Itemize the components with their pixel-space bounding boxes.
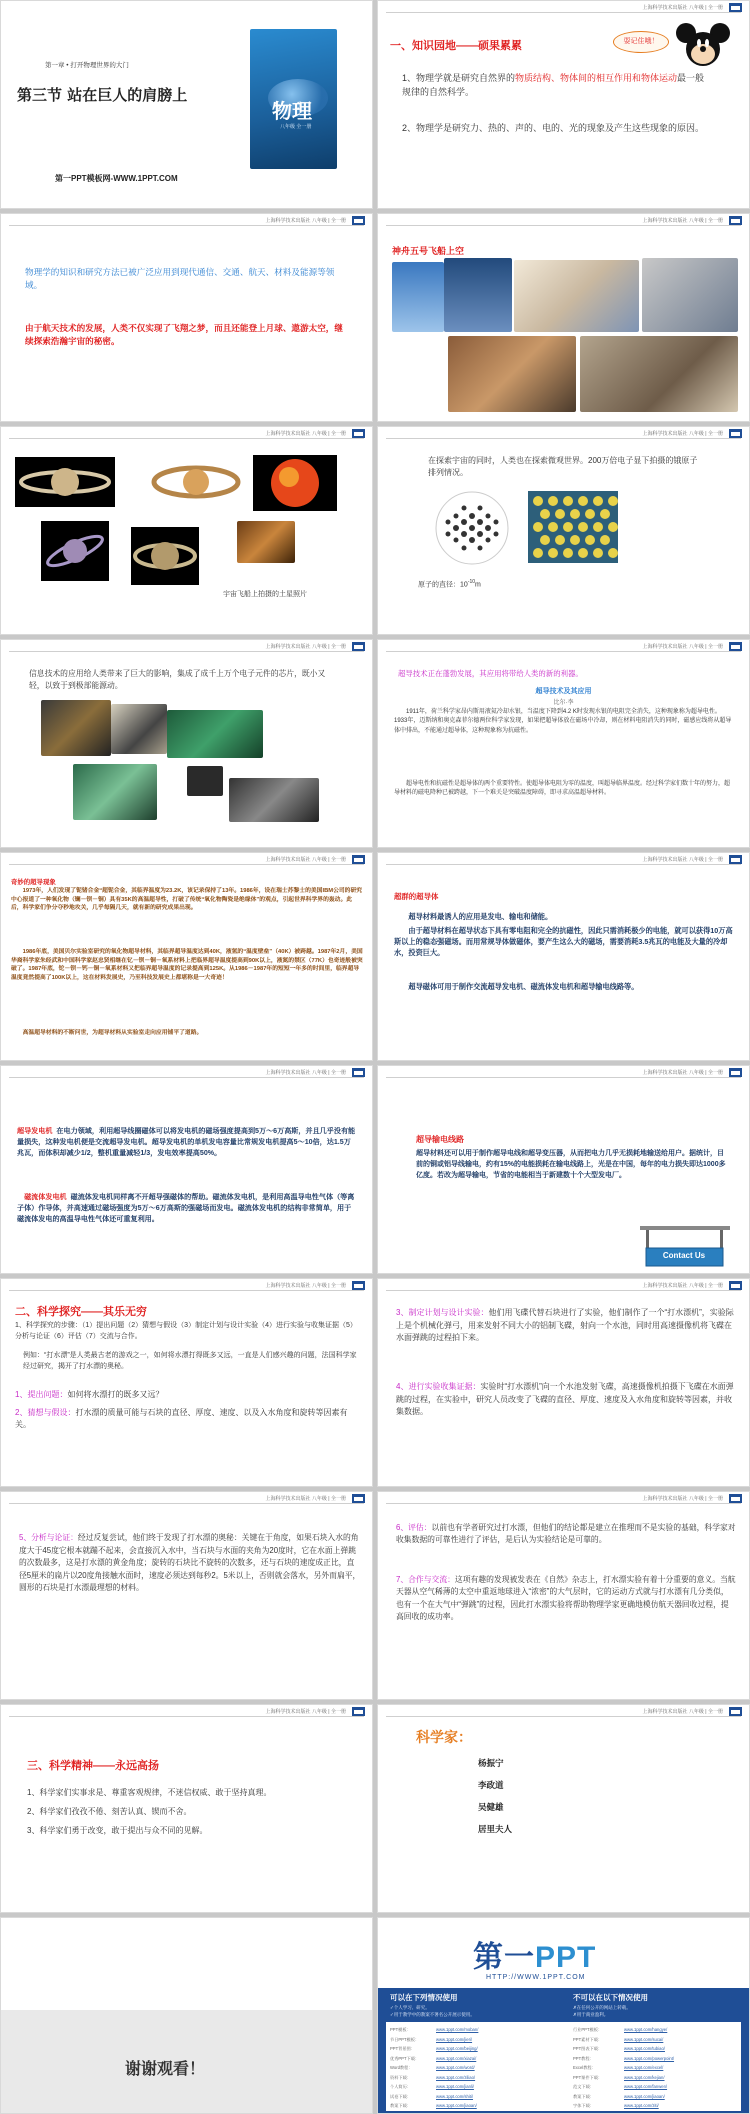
license-forbidden-title: 不可以在以下情况使用: [573, 1993, 648, 2002]
cabin-interior-photo: [448, 336, 576, 412]
photo-caption: 神舟五号飞船上空: [392, 246, 465, 256]
header-text: 上海科学技术出版社 八年级 | 全一册: [642, 857, 723, 863]
right-links[interactable]: www.1ppt.com/hangye/ www.1ppt.com/sucai/ www.1ppt.com/tubiao/ www.1ppt.com/powerpoint/ www.1ppt.com/excel/ www.1ppt.com/kejian/ www.1ppt.com/fanwen/ www.1ppt.com/jiaoan/ www.1ppt.com/ziti/: [624, 2027, 675, 2108]
circuit-board-photo-3: [73, 764, 157, 820]
header-text: 上海科学技术出版社 八年级 | 全一册: [265, 218, 346, 224]
section-heading: 二、科学探究——其乐无穷: [15, 1306, 147, 1318]
license-allowed-title: 可以在下列情况使用: [390, 1993, 458, 2002]
slide-spirit: [0, 1704, 373, 1913]
thanks-text: 谢谢观看！: [125, 2061, 206, 2078]
watermark-text: 第一PPT模板网-WWW.1PPT.COM: [55, 174, 178, 183]
scientists-heading: 科学家：: [416, 1729, 472, 1745]
plan-step: 3、制定计划与设计实验：他们用飞碟代替石块进行了实验，他们制作了一个“打水漂机”，实验际上是个机械化弹弓，用来发射不同大小的铝制飞碟，射向一个水池，同时用高速摄像机将飞碟在水面弹跳的过程拍下来。: [396, 1308, 734, 1342]
left-link-labels: PPT模板： 节日PPT模板： PPT背景图： 优秀PPT下载： Word教程： 资料下载： 个人简历： 试卷下载： 教案下载：: [390, 2027, 420, 2108]
history-paragraph-3: 高温超导材料的不断问世，为超导材料从实验室走向应用铺平了道路。: [22, 1030, 203, 1036]
superconductor-intro: 超导技术正在蓬勃发展，其应用将带给人类的新的利器。: [398, 669, 583, 678]
space-station-photo: [580, 336, 738, 412]
header-text: 上海科学技术出版社 八年级 | 全一册: [265, 1709, 346, 1715]
slide-license: [377, 1917, 750, 2114]
header-text: 上海科学技术出版社 八年级 | 全一册: [642, 431, 723, 437]
publisher-logo-icon: [352, 1707, 365, 1716]
atom-diagram: [422, 489, 522, 567]
scientist-name-2: 李政道: [478, 1780, 504, 1790]
header-text: 上海科学技术出版社 八年级 | 全一册: [642, 5, 723, 11]
chapter-label: 第一章 • 打开物理世界的大门: [45, 62, 129, 69]
slide-saturn: [0, 426, 373, 635]
scientist-name-4: 居里夫人: [478, 1824, 513, 1834]
atom-diameter-label: 原子的直径：$10^{-10}m$: [418, 579, 481, 589]
publisher-logo-icon: [729, 3, 742, 12]
license-panel: [378, 1988, 749, 2114]
publisher-logo-icon: [352, 216, 365, 225]
slide-atoms: [377, 426, 750, 635]
slide-scientists: [377, 1704, 750, 1913]
chip-photo: [111, 704, 167, 754]
right-link-labels: 行业PPT模板： PPT素材下载： PPT图表下载： PPT教程： Excel教程： PPT课件下载： 范文下载： 教案下载： 字体下载：: [573, 2027, 603, 2108]
left-links[interactable]: www.1ppt.com/moban/ www.1ppt.com/jieri/ www.1ppt.com/beijing/ www.1ppt.com/xiazai/ www.1ppt.com/word/ www.1ppt.com/ziliao/ www.1ppt.com/jianli/ www.1ppt.com/shiti/ www.1ppt.com/jiaoan/: [436, 2027, 479, 2108]
slide-transmission: [377, 1065, 750, 1274]
article-paragraph-2: 超导电性和抗磁性是超导体的两个重要特性。使超导体电阻为零的温度，叫超导临界温度。经过科学家们数十年的努力，超导材料的磁电降种已被跨越，下一个难关是突破温度障碍，即寻求高温超导材料。: [394, 781, 731, 797]
evaluation-step: 6、评估：以前也有学者研究过打水漂，但他们的结论都是建立在推理而不是实验的基础，科学家对收集数据的可靠性进行了评估，是后认为实验结论是可靠的。: [396, 1523, 736, 1545]
section-heading: 三、科学精神——永远高扬: [27, 1760, 159, 1772]
slide-superconduct-history: [0, 852, 373, 1061]
circuit-board-photo-2: [167, 710, 263, 758]
slide-experiment: [377, 1278, 750, 1487]
transmission-paragraph: 超导材料还可以用于制作超导电线和超导变压器，从而把电力几乎无损耗地输送给用户。据统计，目前的铜或铝导线输电，约有15%的电能损耗在输电线路上，光是在中国，每年的电力损失即达1000多亿度。若改为超导输电，节省的电能相当于新建数十个大型发电厂。: [416, 1150, 726, 1179]
license-forbidden-list: ✗在任何公开的网站上转载。 ✗用于商业盈利。: [573, 2005, 631, 2017]
publisher-logo-icon: [729, 1281, 742, 1290]
publisher-logo-icon: [352, 1494, 365, 1503]
circuit-board-photo-1: [41, 700, 111, 756]
spirit-item-3: 3、科学家们勇于改变，敢于提出与众不同的见解。: [27, 1826, 208, 1835]
spirit-item-1: 1、科学家们实事求是、尊重客观规律，不迷信权威、敢于坚持真理。: [27, 1788, 272, 1797]
planet-surface-photo: [237, 521, 295, 563]
mickey-mouse-icon: [674, 21, 732, 69]
applications-text: 物理学的知识和研究方法已被广泛应用到现代通信、交通、航天、材料及能源等领域。: [25, 267, 335, 290]
book-title: 物理: [272, 99, 312, 123]
inquiry-steps: 1、科学探究的步骤：（1）提出问题（2）猜想与假设（3）制定计划与设计实验（4）进行实验与收集证据（5）分析与论证（6）评估（7）交流与合作。: [15, 1322, 357, 1340]
slide-inquiry: [0, 1278, 373, 1487]
bubble-text: 耍记住哦！: [623, 38, 659, 45]
book-subtitle: 八年级 全一册: [280, 124, 312, 130]
slide-chips: [0, 639, 373, 848]
question-step: 1、提出问题：如何将水漂打的既多又远？: [15, 1390, 164, 1399]
header-text: 上海科学技术出版社 八年级 | 全一册: [642, 218, 723, 224]
publisher-logo-icon: [729, 642, 742, 651]
applications-paragraph-3: 超导磁体可用于制作交流超导发电机、磁流体发电机和超导输电线路等。: [408, 982, 639, 991]
paragraph-2: 2、物理学是研究力、热的、声的、电的、光的现象及产生这些现象的原因。: [402, 123, 705, 133]
slide-evaluation: [377, 1491, 750, 1700]
scientist-name-1: 杨振宁: [478, 1758, 504, 1768]
hypothesis-step: 2、猜想与假设：打水漂的质量可能与石块的直径、厚度、速度、以及入水角度和旋转等因素有关。: [15, 1408, 348, 1429]
section-heading: 一、知识园地——硕果累累: [390, 40, 522, 52]
history-paragraph-1: 1973年，人们发现了铌锗合金“超铌合金，其临界温度为23.2K，该记录保持了13年。1986年，设在瑞士苏黎士的美国IBM公司的研究中心报道了一种氧化物（镧－钡－铜）具有35K的高温超导性，打破了传统“氧化物陶瓷是绝缘体”的观点，引起世界科学界的轰动。此后，科学家们争分夺秒地攻关，几乎每隔几天，就有新的研究成果出现。: [11, 888, 363, 912]
speech-bubble: [613, 31, 669, 53]
slide-title: [0, 0, 373, 209]
communication-step: 7、合作与交流：这项有趣的发现被发表在《自然》杂志上，打水漂实验有着十分重要的意义。当航天器从空气稀薄的太空中重返地球进入“浓密”的大气层时，它的运动方式就与打水漂有几分类似，也有一个在大气中“弹跳”的过程，因此打水漂实验将帮助物理学家更确地模仿航天器回收过程，提高回收的成功率。: [396, 1575, 736, 1621]
brand-url: HTTP://WWW.1PPT.COM: [486, 1974, 586, 1981]
header-text: 上海科学技术出版社 八年级 | 全一册: [265, 1283, 346, 1289]
components-photo: [229, 778, 319, 822]
article-author: 比尔·李: [553, 700, 574, 706]
saturn-photo-2: [151, 457, 241, 507]
mhd-paragraph: 磁流体发电机 磁流体发电机同样离不开超导强磁体的帮助。磁流体发电机，是利用高温导电性气体（等离子体）作导体，并高速通过磁场强度为5万～6万高斯的强磁场而发电。磁流体发电机的结构非常简单，用于磁流体发电的高温导电性气体还可重复利用。: [17, 1193, 355, 1223]
header-text: 上海科学技术出版社 八年级 | 全一册: [642, 1709, 723, 1715]
header-text: 上海科学技术出版社 八年级 | 全一册: [265, 1496, 346, 1502]
slide-superconductor: [377, 639, 750, 848]
article-title: 超导技术及其应用: [535, 688, 592, 695]
osmium-lattice-image: [528, 491, 618, 563]
header-text: 上海科学技术出版社 八年级 | 全一册: [265, 857, 346, 863]
chips-text: 信息技术的应用给人类带来了巨大的影响，集成了成千上万个电子元件的芯片，既小又轻，以致于到极部能源动。: [29, 669, 326, 690]
publisher-logo-icon: [352, 855, 365, 864]
publisher-logo-icon: [729, 216, 742, 225]
history-paragraph-2: 1986年底，美国贝尔实验室研究的氧化物超导材料，其临界超导温度达到40K，液氢的“温度壁垒”（40K）被跨越。1987年2月，美国华裔科学家朱经武和中国科学家赵忠贤相继在钇－钡－铜－氧系材料上把临界超导温度提高到90K以上，液氮的禁区（77K）也奇迹般被突破了。1987年底，铊－钡－钙－铜－氧系材料又把临界超导温度的记录提高到125K。从1986－1987年的短短一年多的时间里，临界超导温度竟然提高了100K以上，这在材料发展史，乃至科技发展史上都堪称是一大奇迹！: [11, 949, 363, 981]
spirit-item-2: 2、科学家们孜孜不倦、刻苦认真、锲而不舍。: [27, 1807, 192, 1816]
applications-title: 超群的超导体: [394, 892, 439, 901]
space-text: 由于航天技术的发展，人类不仅实现了飞翔之梦，而且还能登上月球、遨游太空，继续探索浩瀚宇宙的秘密。: [25, 323, 343, 346]
slide-title-text: 第三节 站在巨人的肩膀上: [17, 86, 188, 104]
slide-super-applications: [377, 852, 750, 1061]
publisher-logo-icon: [352, 642, 365, 651]
paragraph-1: 1、物理学就是研究自然界的物质结构、物体间的相互作用和物体运动最一般规律的自然科学。: [402, 73, 705, 97]
header-text: 上海科学技术出版社 八年级 | 全一册: [265, 431, 346, 437]
header-text: 上海科学技术出版社 八年级 | 全一册: [265, 1070, 346, 1076]
publisher-logo-icon: [729, 1494, 742, 1503]
scientist-name-3: 吴健雄: [478, 1802, 504, 1812]
publisher-logo-icon: [729, 855, 742, 864]
publisher-logo-icon: [352, 429, 365, 438]
publisher-logo-icon: [729, 1068, 742, 1077]
header-text: 上海科学技术出版社 八年级 | 全一册: [642, 1070, 723, 1076]
slide-knowledge: [377, 0, 750, 209]
header-text: 上海科学技术出版社 八年级 | 全一册: [642, 644, 723, 650]
publisher-logo-icon: [352, 1281, 365, 1290]
license-allowed-list: ✓个人学习、研究。 ✓用于教学中的教案不署名公开展示使用。: [390, 2005, 475, 2017]
spacecraft-photo: [444, 258, 512, 332]
header-text: 上海科学技术出版社 八年级 | 全一册: [642, 1496, 723, 1502]
saturn-photo-3: [41, 521, 109, 581]
header-text: 上海科学技术出版社 八年级 | 全一册: [642, 1283, 723, 1289]
chip-photo-2: [187, 766, 223, 796]
astronaut-photo: [514, 260, 639, 332]
saturn-photo-4: [131, 527, 199, 585]
collect-step: 4、进行实验收集证据：实验时“打水漂机”向一个水池发射飞碟，高速摄像机拍摄下飞碟在水面弹跳的过程，在实验中，研究人员改变了飞碟的直径、厚度、速度及入水角度和旋转等因素，并收集数据。: [396, 1382, 734, 1416]
astronaut-portrait-photo: [642, 258, 738, 332]
publisher-logo-icon: [352, 1068, 365, 1077]
saturn-photo-1: [15, 457, 115, 507]
generator-paragraph: 超导发电机 在电力领域，利用超导线圈磁体可以将发电机的磁场强度提高到5万～6万高斯，并且几乎没有能量损失，这种发电机便是交流超导发电机。超导发电机的单机发电容量比常规发电机提高5～10倍，达1.5万兆瓦，而体积却减少1/2，整机重量减轻1/3，发电效率提高50%。: [17, 1127, 356, 1157]
applications-paragraph-2: 由于超导材料在超导状态下具有零电阻和完全的抗磁性，因此只需消耗极少的电能，就可以获得10万高斯以上的稳态强磁场。而用常规导体做磁体，要产生这么大的磁场，需要消耗3.5兆瓦的电能及大量的冷却水，投资巨大。: [394, 926, 733, 957]
slide-shenzhou: [377, 213, 750, 422]
publisher-logo-icon: [729, 1707, 742, 1716]
rocket-launch-photo: [392, 262, 444, 332]
inquiry-example: 例如：“打水漂”是人类最古老的游戏之一，如何将水漂打得既多又远，一直是人们感兴趣的问题，法国科学家经过研究，揭开了打水漂的奥秘。: [23, 1352, 357, 1370]
textbook-cover: [250, 29, 337, 169]
history-title: 奇妙的超导现象: [11, 879, 56, 886]
analysis-step: 5、分析与论证：经过反复尝试，他们终于发现了打水漂的奥秘：关键在于角度，如果石块入水的角度大于45度它根本就蹦不起来，会直接沉入水中，当石块与水面的夹角为20度时，它在水面上弹跳的次数最多，这是打水漂的黄金角度；旋转的石块比不旋转的次数多，还与石块的速度成正比，直径5厘米的扁片以20度角接触水面时，速度必须达到每秒2。5米以上，否则就会落水，另外而扁平，圆形的石块是打水漂最理想的材料。: [19, 1533, 361, 1592]
saturn-caption: 宇宙飞船上拍摄的土星照片: [223, 591, 307, 598]
sun-photo: [253, 455, 337, 511]
brand-logo: 第一PPT: [473, 1941, 597, 1974]
slide-applications: [0, 213, 373, 422]
slide-generators: [0, 1065, 373, 1274]
slide-analysis: [0, 1491, 373, 1700]
contact-sign-icon: [640, 1226, 730, 1268]
slide-thanks: [0, 1917, 373, 2114]
transmission-title: 超导输电线路: [416, 1135, 464, 1144]
microworld-text: 在探索宇宙的同时，人类也在探索微观世界。200万倍电子显下拍摄的锇原子排列情况。: [428, 456, 698, 477]
applications-paragraph-1: 超导材料最诱人的应用是发电、输电和储能。: [408, 912, 553, 921]
publisher-logo-icon: [729, 429, 742, 438]
header-text: 上海科学技术出版社 八年级 | 全一册: [265, 644, 346, 650]
contact-sign-text: Contact Us: [662, 1251, 706, 1260]
article-paragraph-1: 1911年，荷兰科学家昂内斯用液氦冷却水银，当温度下降到4.2 K时发现水银的电阻完全消失，这种现象称为超导电性。1933年，迈斯纳和奥克森菲尔德两位科学家发现，如果把超导体放在磁场中冷却，则在材料电阻消失的同时，磁感应线将从超导体中排出，不能通过超导体，这种现象称为抗磁性。: [394, 709, 732, 734]
